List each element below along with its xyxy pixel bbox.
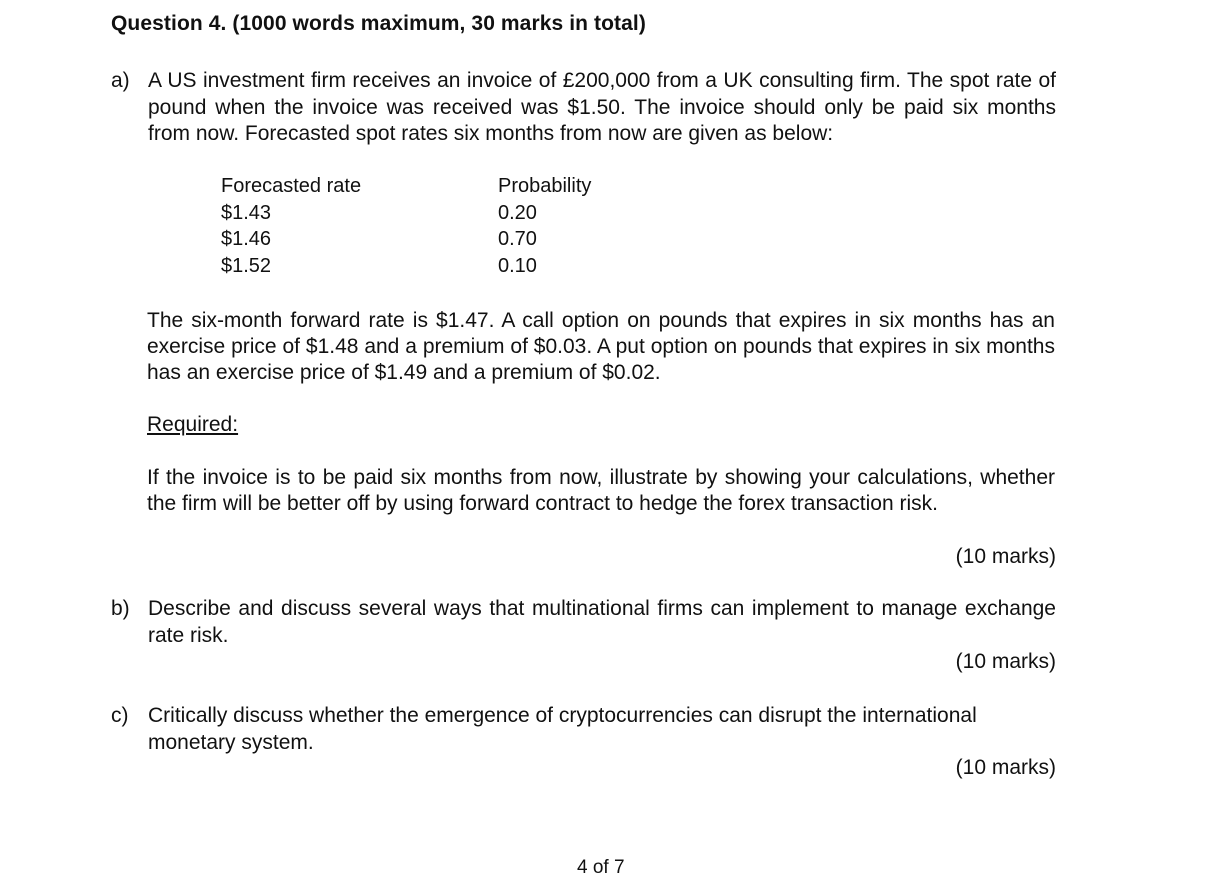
- part-b-marker: b): [111, 597, 130, 620]
- part-a-marker: a): [111, 69, 130, 92]
- probability-cell: 0.10: [498, 254, 537, 277]
- part-b-text: Describe and discuss several ways that multinational firms can implement to manage exchange rate risk.: [148, 597, 1056, 647]
- forecast-rate-cell: $1.46: [221, 228, 272, 250]
- forecast-rate-column: [221, 173, 361, 279]
- part-c-marker: c): [111, 704, 129, 727]
- part-b: [111, 596, 1056, 649]
- part-a-intro: A US investment firm receives an invoice of £200,000 from a UK consulting firm. The spot rate of pound when the invoice was received was $1.50. The invoice should only be paid six months from now. Forecasted spot rates six months from now are given as below:: [148, 69, 1056, 145]
- probability-header: Probability: [498, 175, 592, 197]
- part-a-task: If the invoice is to be paid six months from now, illustrate by showing your calculations, whether the firm will be better off by using forward contract to hedge the forex transaction risk.: [147, 466, 1055, 515]
- probability-cell: 0.70: [498, 228, 537, 250]
- part-a: [111, 68, 1056, 148]
- part-c-marks: (10 marks): [955, 756, 1056, 779]
- probability-cell: 0.20: [498, 201, 537, 224]
- forecast-rate-cell: $1.52: [221, 254, 272, 277]
- part-c-text: Critically discuss whether the emergence of cryptocurrencies can disrupt the international monetary system.: [148, 704, 977, 754]
- forecast-rate-header: Forecasted rate: [221, 175, 362, 197]
- required-label: Required:: [147, 413, 239, 436]
- probability-column: [498, 173, 591, 279]
- page-number: 4 of 7: [577, 857, 625, 878]
- part-a-marks: (10 marks): [955, 545, 1056, 568]
- forecast-rate-cell: $1.43: [221, 201, 272, 224]
- question-title: Question 4. (1000 words maximum, 30 marks in total): [111, 12, 646, 35]
- part-c: [111, 703, 1056, 756]
- part-b-marks: (10 marks): [955, 650, 1056, 673]
- forward-rate-paragraph: The six-month forward rate is $1.47. A call option on pounds that expires in six months has an exercise price of $1.48 and a premium of $0.03. A put option on pounds that expires in six months has an exercise price of $1.49 and a premium of $0.02.: [147, 309, 1055, 384]
